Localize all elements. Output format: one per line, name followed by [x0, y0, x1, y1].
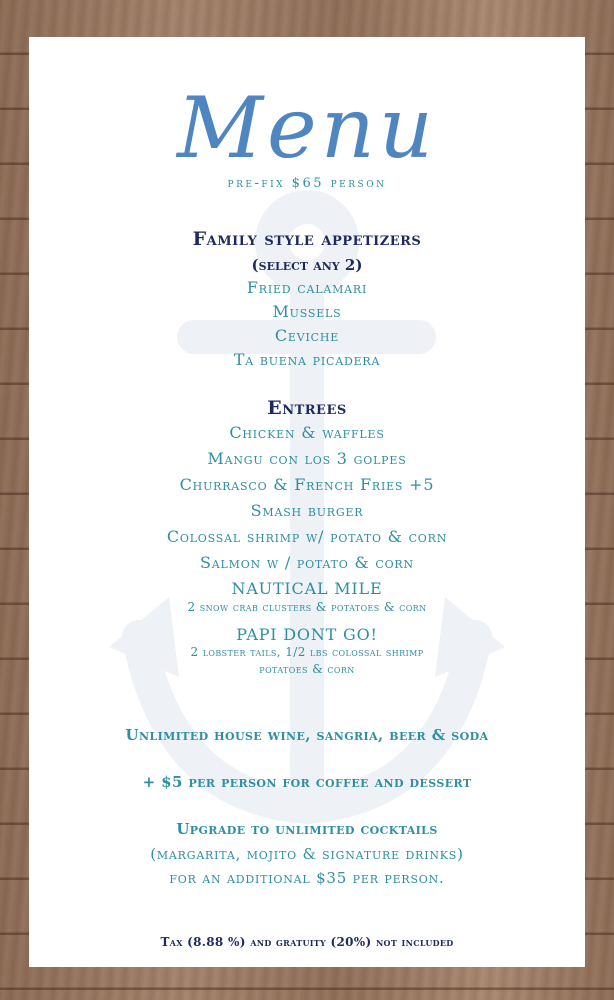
entree-item-detail: 2 snow crab clusters & potatoes & corn [187, 600, 427, 614]
entree-item-detail: potatoes & corn [259, 662, 355, 676]
entree-item-detail: 2 lobster tails, 1/2 lbs colossal shrimp [190, 645, 424, 659]
entree-item: Mangu con los 3 golpes [207, 449, 407, 468]
entree-item: Churrasco & French Fries +5 [179, 475, 435, 494]
menu-card [29, 37, 585, 967]
upgrade-price: for an additional $35 per person. [169, 869, 445, 887]
entrees-heading: Entrees [267, 397, 347, 419]
menu-title: Menu [177, 79, 437, 177]
entree-item: Salmon w / potato & corn [200, 553, 414, 572]
entree-item: Smash burger [250, 501, 364, 520]
appetizer-item: Fried calamari [246, 278, 368, 297]
prefix-price: pre-fix $65 person [227, 176, 387, 191]
coffee-dessert-note: + $5 per person for coffee and dessert [142, 773, 472, 791]
appetizer-item: Ceviche [274, 326, 340, 345]
entree-item: NAUTICAL MILE [231, 579, 383, 598]
appetizer-item: Mussels [272, 302, 342, 321]
appetizer-item: Ta buena picadera [233, 350, 381, 369]
entree-item: Chicken & waffles [229, 423, 385, 442]
entree-item: PAPI DONT GO! [236, 625, 378, 644]
upgrade-heading: Upgrade to unlimited cocktails [176, 820, 438, 838]
appetizers-heading: Family style appetizers [192, 228, 422, 250]
drinks-note: Unlimited house wine, sangria, beer & soda [125, 726, 489, 744]
tax-gratuity-note: Tax (8.88 %) and gratuity (20%) not included [160, 935, 454, 949]
entree-item: Colossal shrimp w/ potato & corn [166, 527, 448, 546]
upgrade-detail: (margarita, mojito & signature drinks) [150, 845, 464, 863]
appetizers-note: (select any 2) [251, 256, 363, 274]
